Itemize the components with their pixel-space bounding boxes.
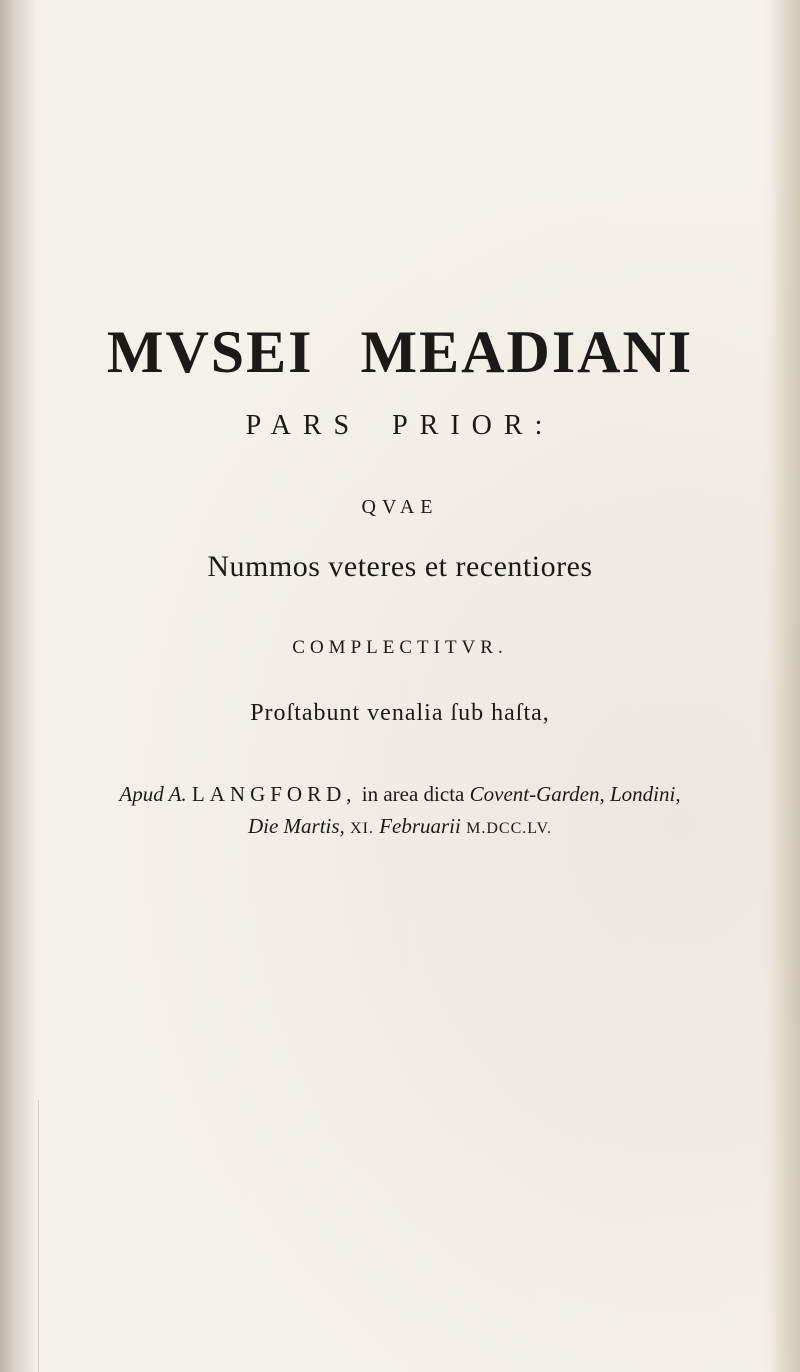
complectitur-line: COMPLECTITVR.	[292, 637, 508, 658]
imprint-martis: Martis,	[283, 814, 345, 838]
quae-line: QVAE	[361, 496, 439, 518]
imprint-day: XI.	[350, 820, 374, 837]
imprint-line-2	[0, 814, 800, 839]
binding-gutter	[0, 0, 36, 1372]
imprint-place: Covent-Garden,	[469, 782, 605, 806]
imprint-location-text: in area dicta	[361, 782, 465, 806]
page-fold-line	[38, 1100, 39, 1372]
imprint-apud: Apud A.	[119, 782, 187, 806]
sale-notice: Proſtabunt venalia ſub haſta,	[250, 700, 550, 726]
imprint-month: Februarii	[379, 814, 461, 838]
imprint-line-1	[0, 782, 800, 807]
book-title: MVSEI MEADIANI	[106, 319, 694, 385]
book-subtitle: PARS PRIOR:	[245, 410, 555, 441]
description-line: Nummos veteres et recentiores	[207, 550, 593, 583]
imprint-printer: LANGFORD,	[191, 782, 357, 806]
imprint-city: Londini,	[609, 782, 681, 806]
imprint-die: Die	[247, 814, 279, 838]
imprint-year: M.DCC.LV.	[466, 820, 553, 837]
page-edge-shadow	[770, 0, 800, 1372]
